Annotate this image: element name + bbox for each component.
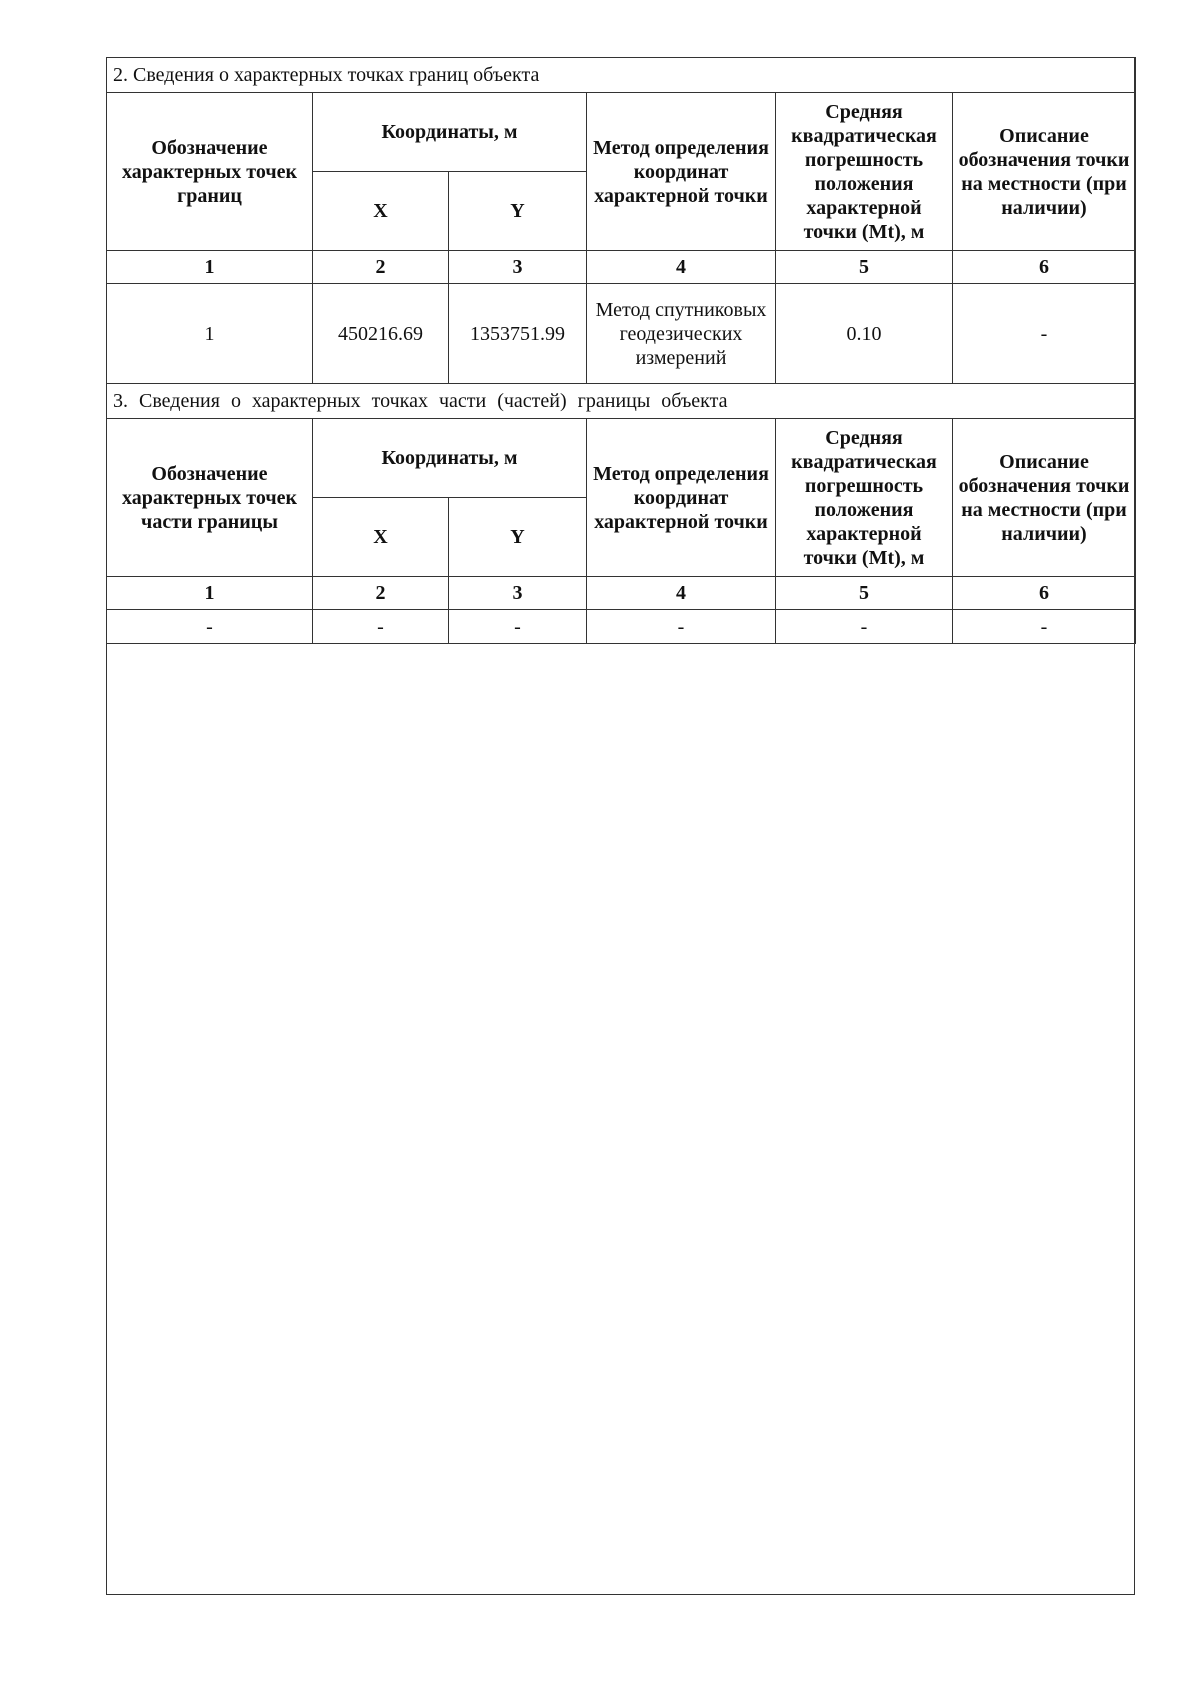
column-number: 3 xyxy=(449,251,587,284)
cell-error: - xyxy=(776,610,953,644)
header-method: Метод определения координат характерной точки xyxy=(587,419,776,577)
header-method: Метод определения координат характерной точки xyxy=(587,93,776,251)
header-y: Y xyxy=(449,498,587,577)
header-coordinates: Координаты, м xyxy=(313,93,587,172)
column-number: 5 xyxy=(776,251,953,284)
boundary-points-table xyxy=(106,57,1136,644)
table-row xyxy=(107,610,1136,644)
header-x: X xyxy=(313,498,449,577)
cell-description: - xyxy=(953,610,1136,644)
column-number: 4 xyxy=(587,251,776,284)
header-description: Описание обозначения точки на местности (при наличии) xyxy=(953,419,1136,577)
cell-point: - xyxy=(107,610,313,644)
cell-method: Метод спутниковых геодезических измерений xyxy=(587,284,776,384)
column-number: 6 xyxy=(953,251,1136,284)
section-2-title: 2. Сведения о характерных точках границ объекта xyxy=(107,58,1136,93)
cell-point: 1 xyxy=(107,284,313,384)
column-number: 1 xyxy=(107,251,313,284)
cell-x: 450216.69 xyxy=(313,284,449,384)
header-designation: Обозначение характерных точек части границы xyxy=(107,419,313,577)
cell-x: - xyxy=(313,610,449,644)
header-y: Y xyxy=(449,172,587,251)
header-description: Описание обозначения точки на местности (при наличии) xyxy=(953,93,1136,251)
column-number: 4 xyxy=(587,577,776,610)
column-number: 2 xyxy=(313,577,449,610)
cell-y: 1353751.99 xyxy=(449,284,587,384)
cell-description: - xyxy=(953,284,1136,384)
column-number: 2 xyxy=(313,251,449,284)
cell-error: 0.10 xyxy=(776,284,953,384)
header-error: Средняя квадратическая погрешность положения характерной точки (Mt), м xyxy=(776,93,953,251)
column-number: 1 xyxy=(107,577,313,610)
section-3-title: 3. Сведения о характерных точках части (частей) границы объекта xyxy=(107,384,1136,419)
header-x: X xyxy=(313,172,449,251)
header-error: Средняя квадратическая погрешность положения характерной точки (Mt), м xyxy=(776,419,953,577)
header-designation: Обозначение характерных точек границ xyxy=(107,93,313,251)
header-coordinates: Координаты, м xyxy=(313,419,587,498)
column-number: 6 xyxy=(953,577,1136,610)
column-number: 5 xyxy=(776,577,953,610)
column-number: 3 xyxy=(449,577,587,610)
table-row xyxy=(107,284,1136,384)
cell-method: - xyxy=(587,610,776,644)
cell-y: - xyxy=(449,610,587,644)
